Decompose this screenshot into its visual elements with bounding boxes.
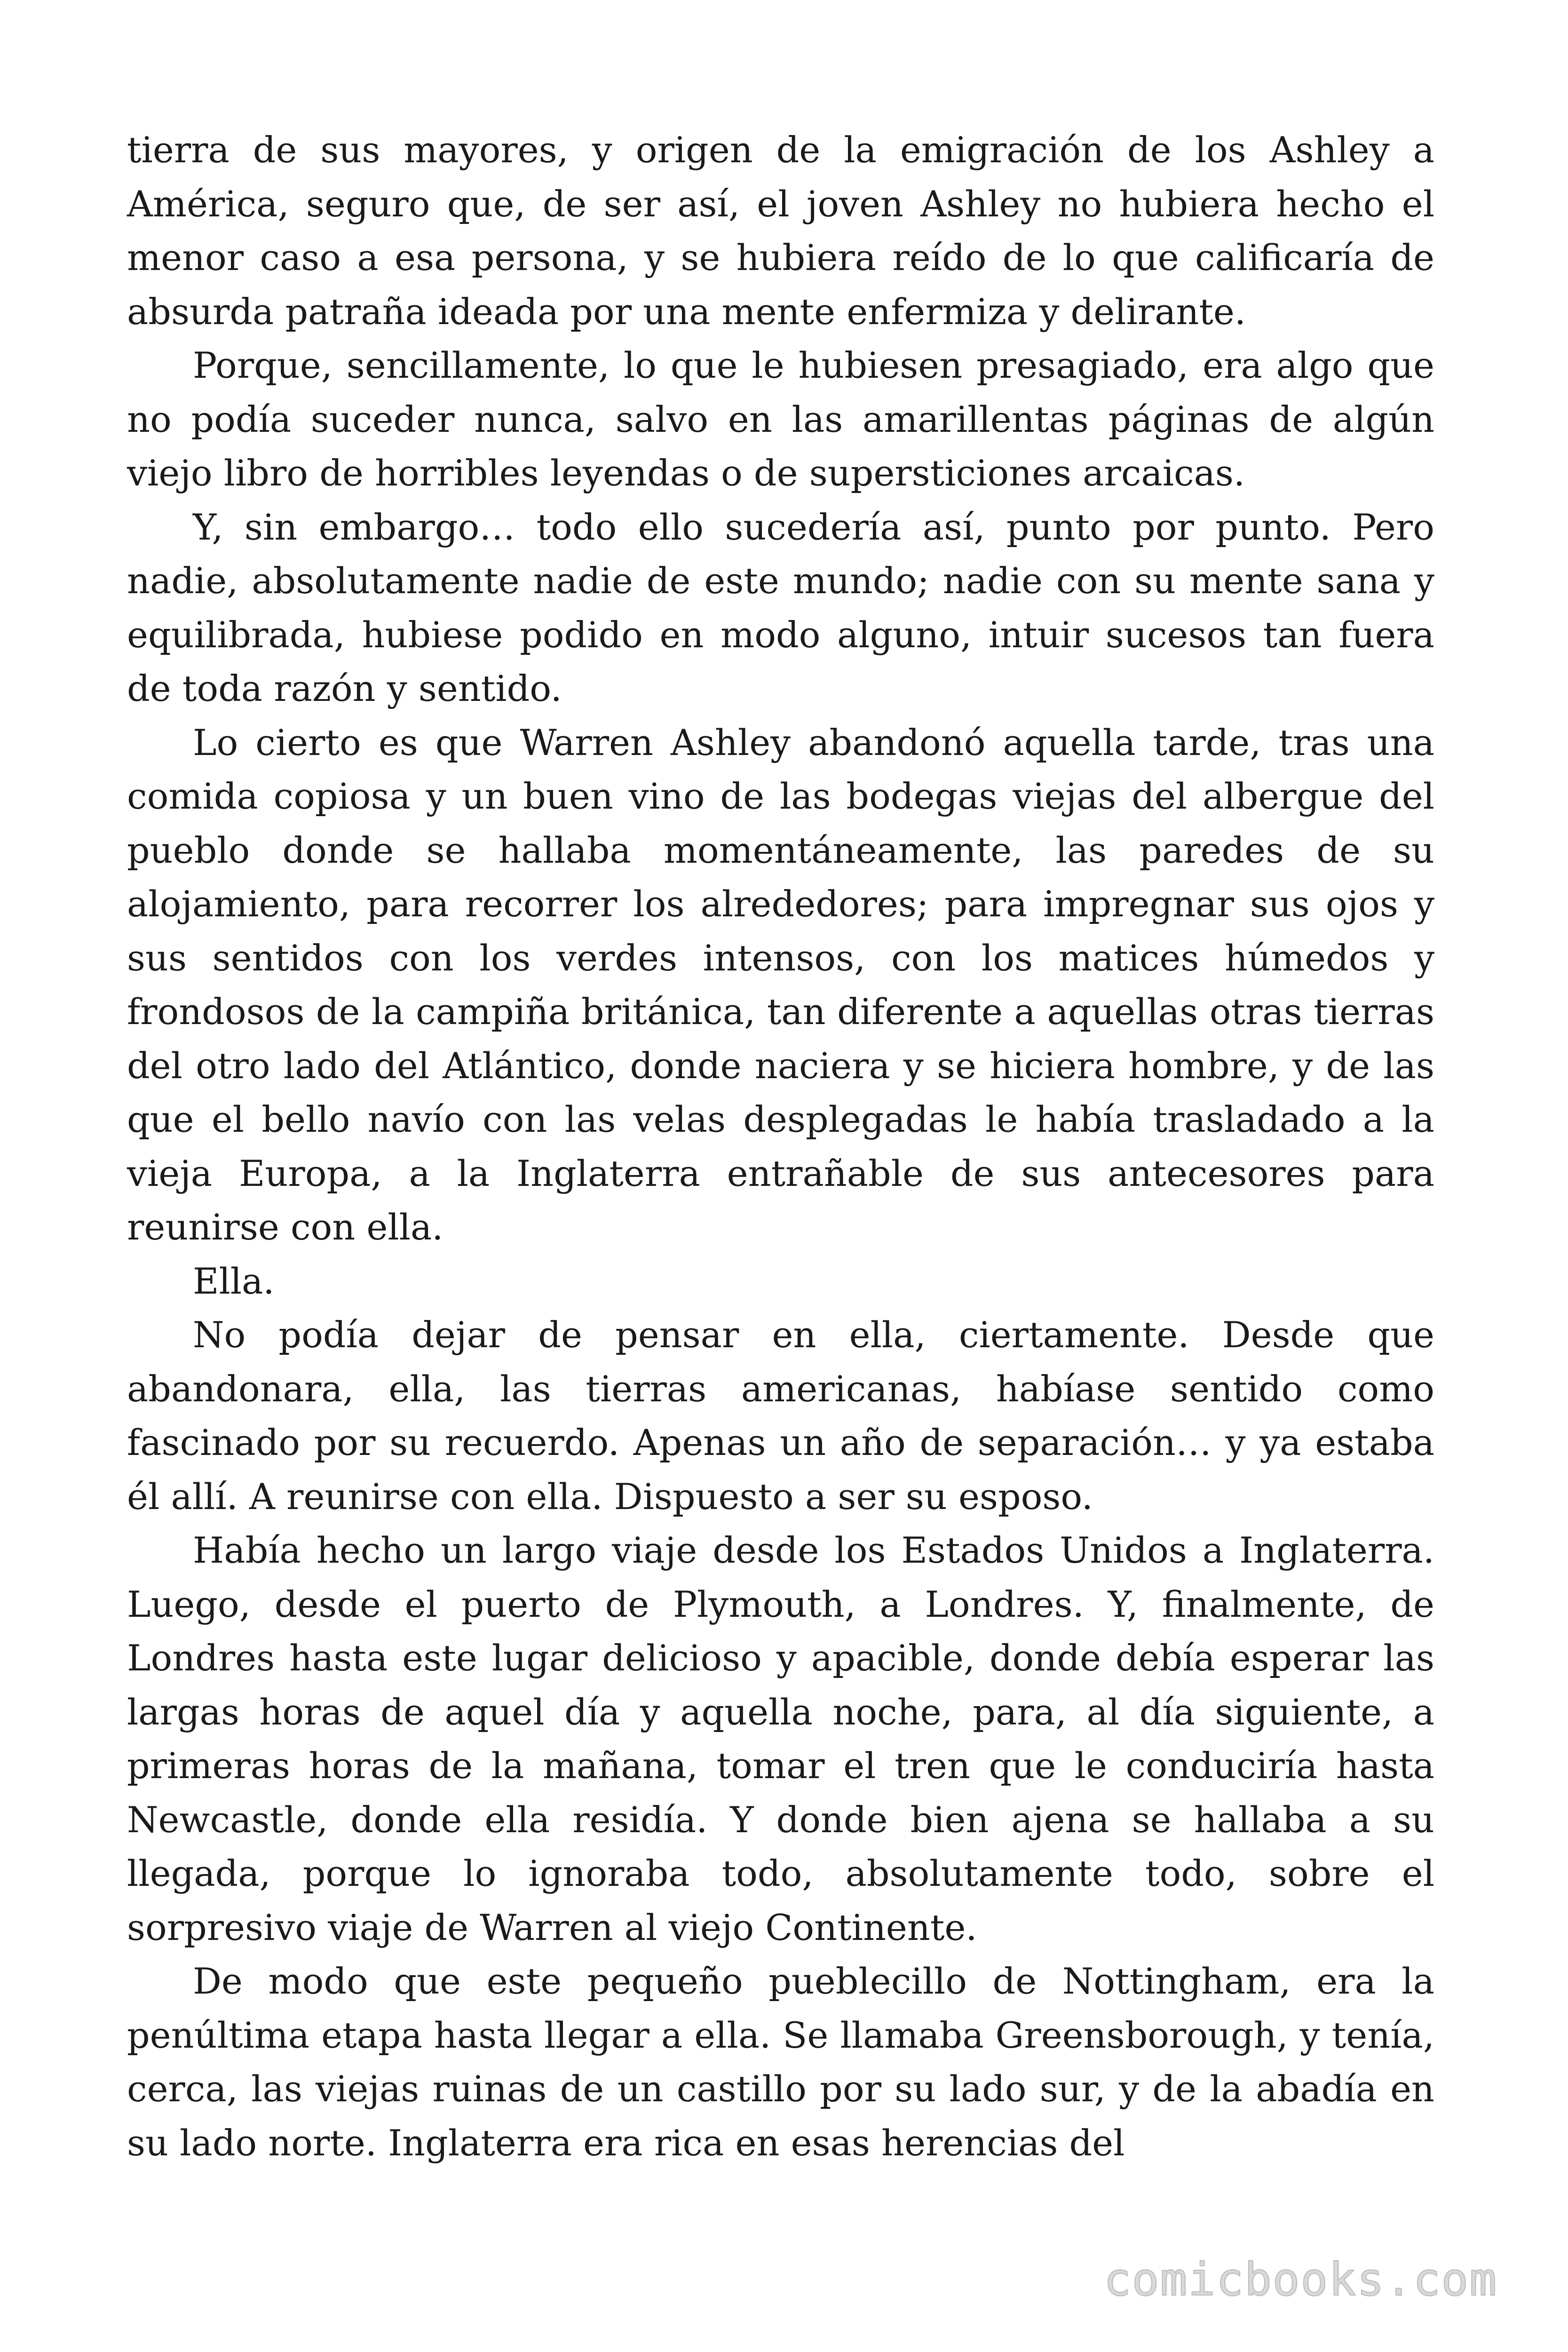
watermark-text: comicbooks.com	[1103, 2253, 1497, 2306]
paragraph-4: Lo cierto es que Warren Ashley abandonó aquella tarde, tras una comida copiosa y un buen vino de las bodegas viejas del albergue del pueblo donde se hallaba momentáneamente, las paredes de su alojamiento, para recorrer los alrededores; para impregnar sus ojos y sus sentidos con los verdes intensos, con los matices húmedos y frondosos de la campiña británica, tan diferente a aquellas otras tierras del otro lado del Atlántico, donde naciera y se hiciera hombre, y de las que el bello navío con las velas desplegadas le había trasladado a la vieja Europa, a la Inglaterra entrañable de sus antecesores para reunirse con ella.	[127, 721, 1434, 1248]
paragraph-6: No podía dejar de pensar en ella, ciertamente. Desde que abandonara, ella, las tierras americanas, habíase sentido como fascinado por su recuerdo. Apenas un año de separación… y ya estaba él allí. A reunirse con ella. Dispuesto a ser su esposo.	[127, 1314, 1434, 1518]
paragraph-3: Y, sin embargo… todo ello sucedería así, punto por punto. Pero nadie, absolutamente nadie de este mundo; nadie con su mente sana y equilibrada, hubiese podido en modo alguno, intuir sucesos tan fuera de toda razón y sentido.	[127, 506, 1434, 709]
paragraph-1: tierra de sus mayores, y origen de la emigración de los Ashley a América, seguro que, de ser así, el joven Ashley no hubiera hecho el menor caso a esa persona, y se hubiera reído de lo que calificaría de absurda patraña ideada por una mente enfermiza y delirante.	[127, 129, 1434, 333]
paragraph-5: Ella.	[193, 1260, 275, 1302]
paragraph-7: Había hecho un largo viaje desde los Estados Unidos a Inglaterra. Luego, desde el puerto de Plymouth, a Londres. Y, finalmente, de Londres hasta este lugar delicioso y apacible, donde debía esperar las largas horas de aquel día y aquella noche, para, al día siguiente, a primeras horas de la mañana, tomar el tren que le conduciría hasta Newcastle, donde ella residía. Y donde bien ajena se hallaba a su llegada, porque lo ignoraba todo, absolutamente todo, sobre el sorpresivo viaje de Warren al viejo Continente.	[127, 1529, 1434, 1948]
paragraph-2: Porque, sencillamente, lo que le hubiesen presagiado, era algo que no podía suceder nunca, salvo en las amarillentas páginas de algún viejo libro de horribles leyendas o de supersticiones arcaicas.	[127, 344, 1434, 494]
body-text	[127, 123, 1434, 2170]
paragraph-8: De modo que este pequeño pueblecillo de Nottingham, era la penúltima etapa hasta llegar a ella. Se llamaba Greensborough, y tenía, cerca, las viejas ruinas de un castillo por su lado sur, y de la abadía en su lado norte. Inglaterra era rica en esas herencias del	[127, 1960, 1434, 2164]
